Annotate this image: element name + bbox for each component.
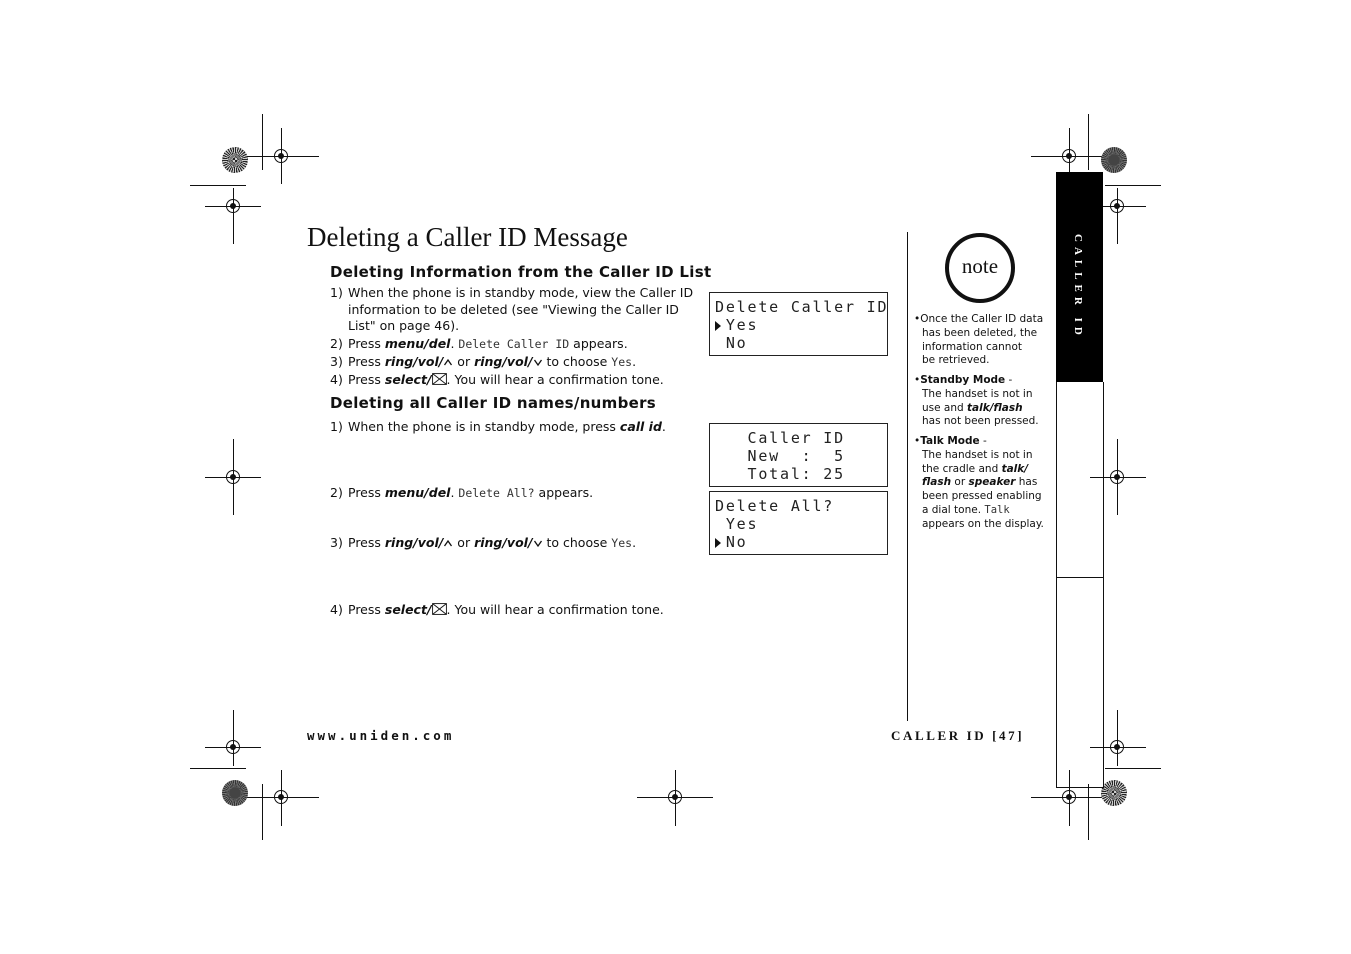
- arrow-down-icon: [533, 538, 543, 548]
- step-number: 1): [330, 285, 343, 300]
- step-text: appears.: [534, 485, 594, 500]
- step-text: When the phone is in standby mode, press: [348, 419, 620, 434]
- key-name: ring/vol/: [474, 535, 533, 550]
- step-text: Press: [348, 336, 385, 351]
- note-text: -: [1005, 374, 1013, 386]
- note-text: been pressed enabling: [922, 490, 1042, 503]
- display-text: Talk: [984, 503, 1010, 516]
- key-name: talk/flash: [967, 401, 1023, 414]
- bullet: •: [914, 435, 921, 447]
- lcd-line: Total: 25: [715, 465, 845, 483]
- lcd-screen-delete-all: [709, 491, 888, 555]
- step-number: 3): [330, 535, 343, 550]
- note-item-standby-mode: [914, 374, 1039, 429]
- lcd-line: Delete All?: [715, 497, 835, 515]
- note-text: The handset is not in: [922, 387, 1033, 400]
- bullet: •: [914, 374, 921, 386]
- envelope-icon: [432, 373, 447, 385]
- list-item: [330, 535, 700, 552]
- note-text: or: [951, 476, 969, 489]
- step-number: 2): [330, 485, 343, 500]
- arrow-up-icon: [443, 357, 453, 367]
- list-item: [330, 485, 700, 502]
- step-text: to choose: [542, 354, 612, 369]
- note-text: a dial tone.: [922, 503, 985, 516]
- display-text: Yes: [611, 355, 633, 369]
- key-name: menu/del: [384, 485, 451, 500]
- key-name: ring/vol/: [474, 354, 533, 369]
- footer-website: www.uniden.com: [307, 728, 455, 743]
- step-text: .: [632, 354, 637, 369]
- footer-section-page: CALLER ID [47]: [891, 728, 1025, 743]
- step-text-line: information to be deleted (see "Viewing the Caller ID: [348, 301, 679, 317]
- key-name: ring/vol/: [384, 535, 444, 550]
- key-name: select/: [384, 372, 432, 387]
- note-term: Standby Mode: [920, 374, 1006, 386]
- note-text: appears on the display.: [922, 517, 1044, 530]
- lcd-line: Delete Caller ID: [715, 298, 889, 316]
- step-text: .: [632, 535, 637, 550]
- step-text: Press: [348, 535, 385, 550]
- step-text: or: [453, 354, 475, 369]
- lcd-line: No: [715, 334, 748, 352]
- starburst-mark-icon: [1101, 780, 1127, 806]
- starburst-mark-icon: [1101, 147, 1127, 173]
- step-text: [348, 602, 664, 619]
- step-text: [348, 336, 628, 353]
- step-text: [348, 354, 636, 371]
- side-tab-active: [1056, 172, 1103, 382]
- step-text-line: When the phone is in standby mode, view the Caller ID: [348, 285, 694, 300]
- note-text: Once the Caller ID data: [920, 313, 1044, 325]
- list-item: [330, 419, 700, 436]
- note-item-deleted: [914, 313, 1043, 368]
- lcd-line: Yes: [715, 515, 759, 533]
- list-item: [330, 354, 700, 371]
- step-text: [348, 419, 666, 436]
- step-text: .: [450, 485, 459, 500]
- note-item-talk-mode: [914, 435, 1044, 532]
- lcd-line: No: [715, 533, 748, 551]
- step-text: to choose: [542, 535, 612, 550]
- side-tab-label: CALLER ID: [1072, 234, 1084, 340]
- side-tab-slot: [1056, 382, 1104, 578]
- step-text: . You will hear a confirmation tone.: [446, 372, 664, 387]
- step-number: 1): [330, 419, 343, 434]
- list-item: [330, 372, 700, 389]
- step-number: 4): [330, 372, 343, 387]
- display-text: Delete Caller ID: [458, 337, 570, 351]
- step-text: .: [450, 336, 459, 351]
- note-text: be retrieved.: [922, 354, 990, 367]
- step-text: [348, 485, 593, 502]
- display-text: Delete All?: [458, 486, 535, 500]
- column-divider: [907, 232, 908, 721]
- bullet: •: [914, 313, 921, 325]
- step-text: Press: [348, 354, 385, 369]
- lcd-line: New : 5: [715, 447, 845, 465]
- arrow-up-icon: [443, 538, 453, 548]
- list-item: [330, 285, 700, 335]
- note-term: Talk Mode: [920, 435, 980, 447]
- step-number: 4): [330, 602, 343, 617]
- list-item: [330, 602, 700, 619]
- step-text: . You will hear a confirmation tone.: [446, 602, 664, 617]
- starburst-mark-icon: [222, 147, 248, 173]
- note-text: has been deleted, the: [922, 326, 1038, 339]
- note-text: the cradle and: [922, 462, 1002, 475]
- step-number: 2): [330, 336, 343, 351]
- key-name: menu/del: [384, 336, 451, 351]
- lcd-screen-delete-caller-id: [709, 292, 888, 356]
- section-heading-delete-single: Deleting Information from the Caller ID List: [330, 263, 712, 281]
- lcd-line: Caller ID: [715, 429, 845, 447]
- key-name: call id: [619, 419, 662, 434]
- step-text: Press: [348, 485, 385, 500]
- step-text-line: List" on page 46).: [348, 318, 460, 333]
- note-list: [914, 313, 1049, 538]
- key-name: speaker: [968, 476, 1016, 489]
- note-label: note: [961, 254, 999, 278]
- step-text: Press: [348, 372, 385, 387]
- key-name: ring/vol/: [384, 354, 444, 369]
- envelope-icon: [432, 603, 447, 615]
- section-heading-delete-all: Deleting all Caller ID names/numbers: [330, 394, 657, 412]
- page-title: Deleting a Caller ID Message: [307, 222, 628, 252]
- lcd-screen-caller-id-summary: [709, 423, 888, 487]
- key-name: talk/: [1001, 462, 1029, 475]
- step-number: 3): [330, 354, 343, 369]
- step-text: or: [453, 535, 475, 550]
- step-text: appears.: [569, 336, 628, 351]
- note-text: -: [979, 435, 987, 447]
- key-name: select/: [384, 602, 432, 617]
- list-item: [330, 336, 700, 353]
- note-text: has not been pressed.: [922, 415, 1039, 428]
- note-text: has: [1015, 476, 1038, 489]
- arrow-down-icon: [533, 357, 543, 367]
- display-text: Yes: [611, 536, 633, 550]
- starburst-mark-icon: [222, 780, 248, 806]
- step-text: .: [661, 419, 666, 434]
- note-text: information cannot: [922, 340, 1022, 353]
- key-name: flash: [922, 476, 952, 489]
- lcd-line: Yes: [715, 316, 759, 334]
- note-text: The handset is not in: [922, 448, 1033, 461]
- step-text: Press: [348, 602, 385, 617]
- note-text: use and: [922, 401, 968, 414]
- side-tab-slot: [1056, 577, 1104, 788]
- step-text: [348, 372, 664, 389]
- step-text: [348, 285, 693, 335]
- step-text: [348, 535, 636, 552]
